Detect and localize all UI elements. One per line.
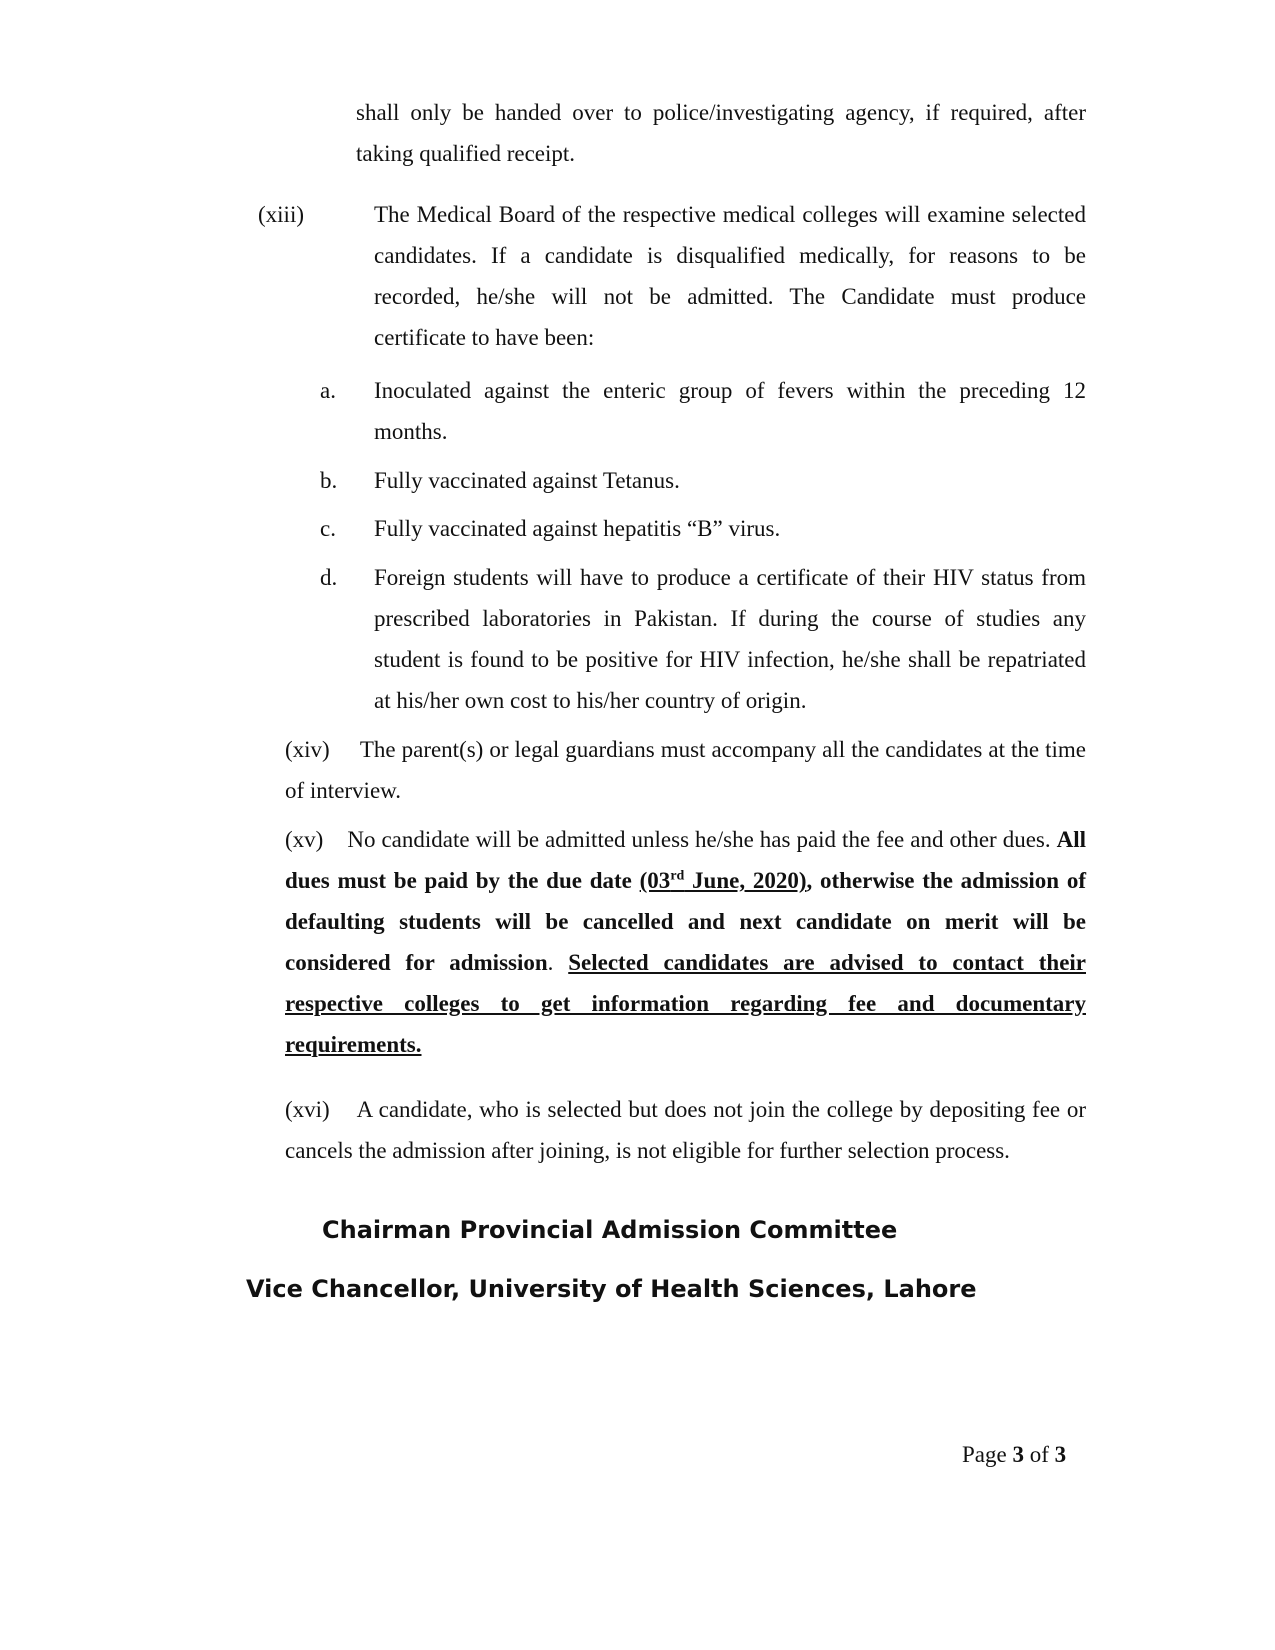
clause-xvi-text: A candidate, who is selected but does not join the college by depositing fee or cancels the admission after joining, is not eligible for further selection process. xyxy=(285,1097,1087,1163)
clause-label-xvi: (xvi) xyxy=(285,1097,330,1122)
item-a-text: Inoculated against the enteric group of fevers within the preceding 12 months. xyxy=(374,378,1086,444)
item-b-text: Fully vaccinated against Tetanus. xyxy=(374,468,680,493)
item-marker-d: d. xyxy=(320,565,338,590)
period: . xyxy=(547,950,554,975)
clause-xv xyxy=(285,819,1086,1065)
signature-line-vice-chancellor: Vice Chancellor, University of Health Sciences, Lahore xyxy=(246,1275,977,1303)
item-marker-b: b. xyxy=(320,468,338,493)
page-number: Page 3 of 3 xyxy=(962,1442,1067,1467)
due-date: (03rd June, 2020) xyxy=(639,868,807,893)
item-c-text: Fully vaccinated against hepatitis “B” virus. xyxy=(374,516,781,541)
clause-xiii-text: The Medical Board of the respective medical colleges will examine selected candidates. If a candidate is disqualified medically, for reasons to be recorded, he/she will not be admitted. The Candidate must produce certificate to have been: xyxy=(374,202,1086,350)
clause-xiv-text: The parent(s) or legal guardians must accompany all the candidates at the time of interview. xyxy=(285,737,1087,803)
clause-xvi xyxy=(285,1089,1086,1171)
clause-label-xiv: (xiv) xyxy=(285,737,330,762)
contact-colleges-notice: Selected candidates are advised to contact their respective colleges to get information regarding fee and documentary requirements. xyxy=(285,950,1086,1057)
clause-label-xiii: (xiii) xyxy=(258,202,304,227)
item-d-text: Foreign students will have to produce a certificate of their HIV status from prescribed laboratories in Pakistan. If during the course of studies any student is found to be positive for HIV infection, he/she shall be repatriated at his/her own cost to his/her country of origin. xyxy=(374,565,1086,713)
item-marker-a: a. xyxy=(320,378,336,403)
clause-xiv xyxy=(285,729,1086,811)
continuation-paragraph: shall only be handed over to police/investigating agency, if required, after taking qualified receipt. xyxy=(356,100,1086,166)
clause-label-xv: (xv) xyxy=(285,827,324,852)
dues-notice-continued: , otherwise the admission of defaulting students will be cancelled and next candidate on merit will be considered for admission xyxy=(285,868,1086,975)
dues-notice: All dues must be paid by the due date xyxy=(285,827,1087,893)
clause-xv-text: No candidate will be admitted unless he/she has paid the fee and other dues. xyxy=(347,827,1051,852)
item-marker-c: c. xyxy=(320,516,336,541)
signature-line-chairman: Chairman Provincial Admission Committee xyxy=(322,1216,898,1244)
